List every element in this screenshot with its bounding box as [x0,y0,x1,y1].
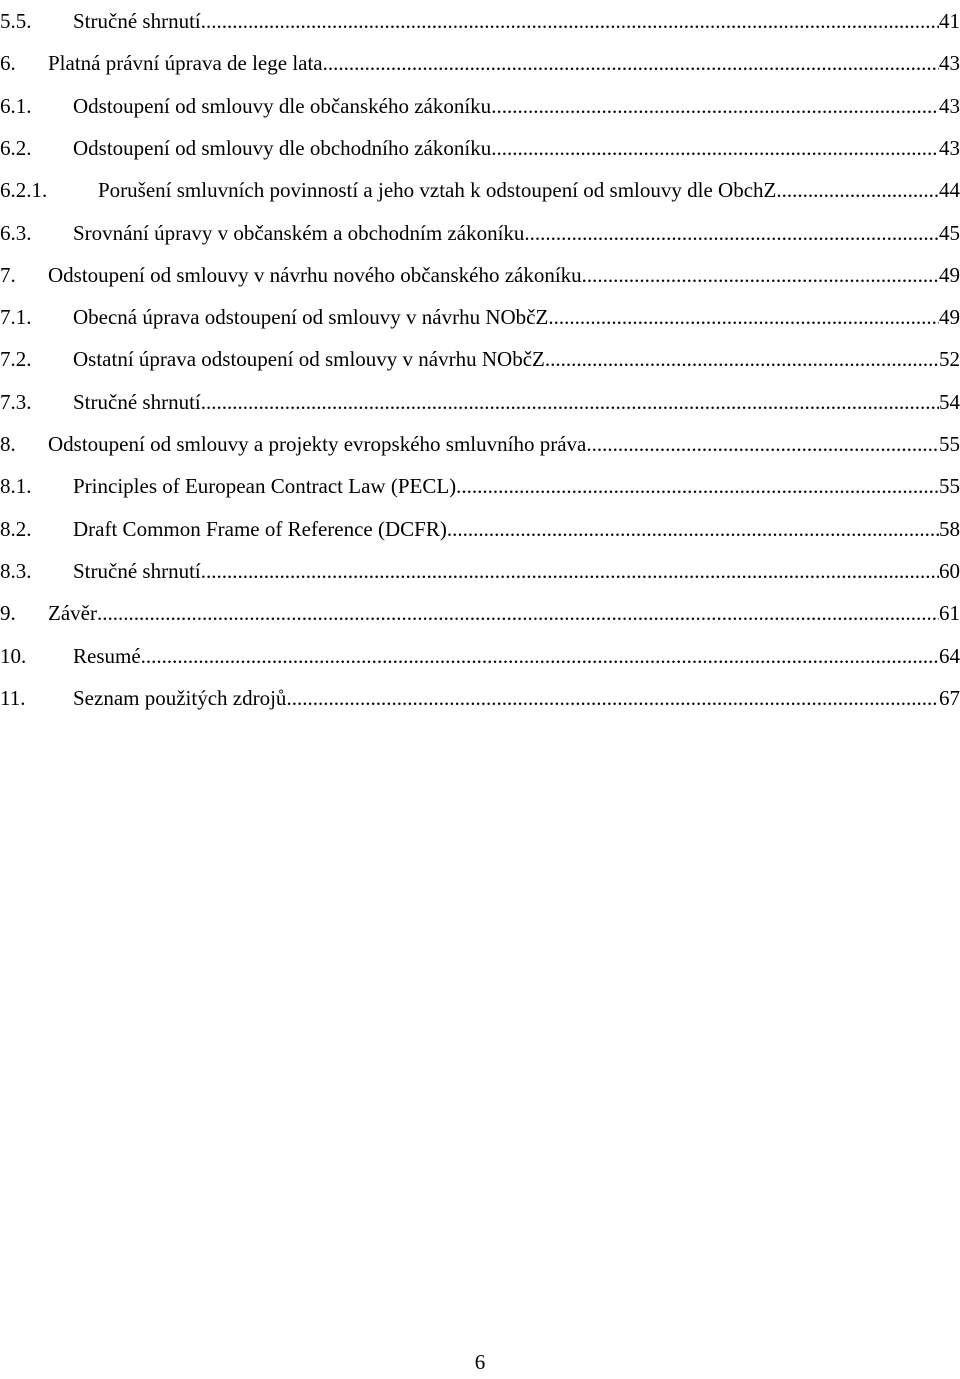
toc-entry-number: 7. [0,262,16,287]
toc-dot-leader [776,169,939,211]
toc-entry[interactable] [0,465,960,507]
toc-entry-title: Závěr [48,601,97,626]
toc-entry-title: Odstoupení od smlouvy a projekty evropského smluvního práva [48,432,587,456]
toc-dot-leader [491,127,939,169]
toc-entry-page: 64 [939,643,960,668]
toc-dot-leader [491,85,939,127]
toc-entry-page: 43 [939,51,960,76]
toc-entry[interactable] [0,338,960,380]
toc-dot-leader [456,465,939,507]
toc-entry-page: 43 [939,135,960,160]
page-number: 6 [474,1350,486,1374]
toc-dot-leader [586,423,939,465]
toc-entry[interactable] [0,85,960,127]
toc-entry-number: 7.2. [0,347,32,372]
toc-entry-title: Stručné shrnutí [73,9,201,33]
toc-entry-page: 67 [939,685,960,710]
toc-entry-number: 5.5. [0,9,32,33]
toc-dot-leader [141,635,939,677]
toc-entry-title-wrap [73,296,939,338]
toc-entry-number: 7.3. [0,389,32,414]
toc-entry[interactable] [0,169,960,211]
toc-dot-leader [201,0,939,42]
toc-dot-leader [447,508,939,550]
toc-entry[interactable] [0,550,960,592]
toc-entry[interactable] [0,508,960,550]
toc-entry-title-wrap [48,254,939,296]
toc-entry-title: Stručné shrnutí [73,558,201,583]
toc-entry-title: Platná právní úprava de lege lata [48,51,323,76]
toc-dot-leader [201,550,939,592]
toc-entry-number: 6.2. [0,135,32,160]
toc-entry-page: 49 [939,305,960,330]
toc-entry-page: 44 [939,178,960,203]
toc-entry-title-wrap [48,42,939,84]
toc-entry-title: Porušení smluvních povinností a jeho vztah k odstoupení od smlouvy dle ObchZ [98,178,777,203]
toc-entry-page: 58 [939,516,960,541]
toc-entry-title-wrap [73,0,939,42]
toc-entry-title: Odstoupení od smlouvy dle obchodního zákoníku [73,135,492,160]
toc-entry-title-wrap [73,508,939,550]
toc-entry[interactable] [0,635,960,677]
toc-entry-page: 52 [939,347,960,372]
toc-dot-leader [97,592,939,634]
toc-entry-title: Srovnání úpravy v občanském a obchodním zákoníku [73,220,525,245]
toc-entry-number: 10. [0,643,27,668]
toc-dot-leader [286,677,939,719]
toc-entry-title-wrap [73,465,939,507]
toc-entry-title: Odstoupení od smlouvy dle občanského zákoníku [73,93,492,118]
toc-entry-title-wrap [73,381,939,423]
toc-entry-page: 61 [939,601,960,626]
toc-dot-leader [545,338,939,380]
toc-entry-number: 8.3. [0,558,32,583]
toc-entry-title: Resumé [73,643,141,668]
toc-entry-page: 55 [939,432,960,456]
toc-entry-page: 55 [939,474,960,499]
toc-entry-title-wrap [73,338,939,380]
toc-entry-title-wrap [73,677,939,719]
toc-entry-number: 8. [0,432,16,456]
toc-entry-page: 41 [939,9,960,33]
toc-entry[interactable] [0,42,960,84]
toc-entry-number: 6.2.1. [0,178,48,203]
toc-entry-number: 6. [0,51,16,76]
toc-dot-leader [323,42,939,84]
toc-entry-title: Obecná úprava odstoupení od smlouvy v návrhu NObčZ [73,305,549,330]
toc-entry-number: 8.1. [0,474,32,499]
toc-dot-leader [201,381,939,423]
toc-entry-page: 60 [939,558,960,583]
toc-entry-number: 8.2. [0,516,32,541]
toc-entry-title: Seznam použitých zdrojů [73,685,287,710]
toc-entry-number: 6.3. [0,220,32,245]
toc-entry-title: Stručné shrnutí [73,389,201,414]
toc-entry-title-wrap [73,550,939,592]
toc-entry-page: 49 [939,262,960,287]
toc-entry[interactable] [0,212,960,254]
toc-dot-leader [548,296,939,338]
toc-entry[interactable] [0,592,960,634]
toc-entry-title-wrap [73,127,939,169]
toc-entry-title-wrap [73,85,939,127]
toc-entry[interactable] [0,381,960,423]
toc-entry-title: Odstoupení od smlouvy v návrhu nového občanského zákoníku [48,262,582,287]
toc-entry[interactable] [0,0,960,42]
toc-entry[interactable] [0,677,960,719]
toc-entry-title-wrap [48,423,939,465]
toc-entry-title: Draft Common Frame of Reference (DCFR) [73,516,447,541]
toc-entry-page: 45 [939,220,960,245]
toc-entry-number: 6.1. [0,93,32,118]
toc-entry[interactable] [0,127,960,169]
toc-entry-page: 43 [939,93,960,118]
toc-entry-title-wrap [73,635,939,677]
toc-entry-page: 54 [939,389,960,414]
toc-entry-number: 9. [0,601,16,626]
toc-entry-title-wrap [73,212,939,254]
toc-dot-leader [582,254,939,296]
toc-entry[interactable] [0,423,960,465]
toc-dot-leader [524,212,939,254]
toc-entry-title-wrap [48,592,939,634]
toc-entry-number: 7.1. [0,305,32,330]
toc-entry-title-wrap [98,169,939,211]
toc-entry[interactable] [0,296,960,338]
toc-entry[interactable] [0,254,960,296]
toc-entry-number: 11. [0,685,26,710]
toc-entry-title: Principles of European Contract Law (PECL) [73,474,457,499]
toc-entry-title: Ostatní úprava odstoupení od smlouvy v návrhu NObčZ [73,347,545,372]
